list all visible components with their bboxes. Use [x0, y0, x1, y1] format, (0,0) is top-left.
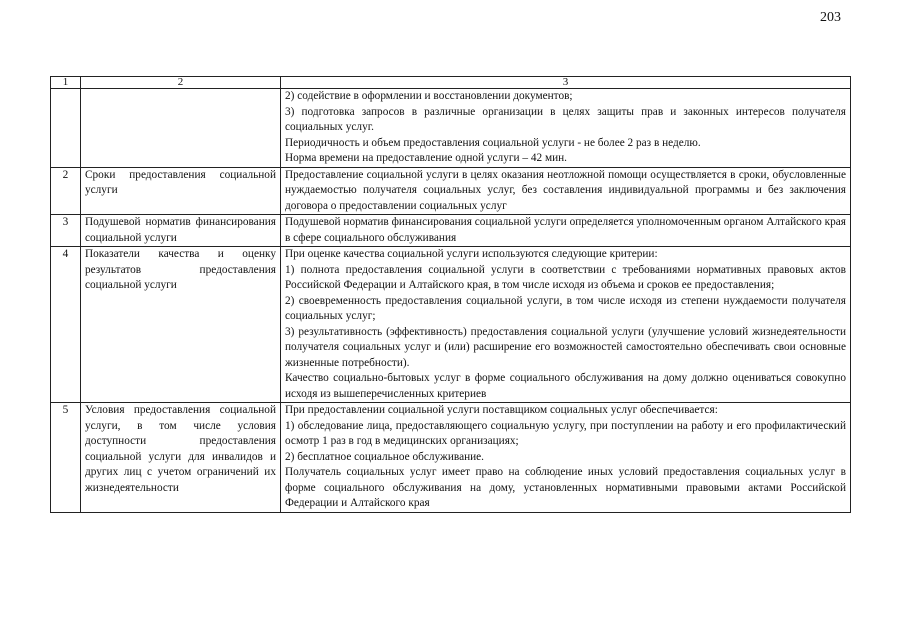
description-line: 2) содействие в оформлении и восстановлении документов; — [285, 90, 573, 102]
row-description — [281, 403, 851, 513]
row-number — [51, 89, 81, 168]
row-title: Подушевой норматив финансирования социальной услуги — [81, 215, 281, 247]
description-line: 1) полнота предоставления социальной услуги в соответствии с требованиями нормативных правовых актов Российской Федерации и Алтайского края, в том числе исходя из объема и сроков ее предоставления; — [285, 263, 846, 291]
page-number: 203 — [820, 10, 841, 25]
description-line: Качество социально-бытовых услуг в форме социального обслуживания на дому должно оцениваться совокупно исходя из вышеперечисленных критериев — [285, 372, 846, 400]
row-description — [281, 215, 851, 247]
description-line: 2) бесплатное социальное обслуживание. — [285, 450, 485, 463]
row-number: 2 — [51, 167, 81, 215]
services-table — [50, 76, 851, 513]
description-line: 3) результативность (эффективность) предоставления социальной услуги (улучшение условий жизнедеятельности получателя социальных услуг и (или) расширение его возможностей самостоятельно обеспечивать свои основные жизненные потребности). — [285, 325, 846, 369]
row-title — [81, 89, 281, 168]
description-line: Предоставление социальной услуги в целях оказания неотложной помощи осуществляется в сроки, обусловленные нуждаемостью получателя социальных услуг, без составления индивидуальной программы и без заключения договора о предоставлении социальных услуг — [285, 168, 846, 212]
column-header: 2 — [81, 77, 281, 89]
description-line: Подушевой норматив финансирования социальной услуги определяется уполномоченным органом Алтайского края в сфере социального обслуживания — [285, 216, 846, 244]
table-row — [51, 215, 851, 247]
row-number: 5 — [51, 403, 81, 513]
description-line: Периодичность и объем предоставления социальной услуги - не более 2 раз в неделю. — [285, 136, 701, 149]
description-line: 2) своевременность предоставления социальной услуги, в том числе исходя из степени нуждаемости получателя социальных услуг; — [285, 294, 846, 322]
column-header: 3 — [281, 77, 851, 89]
table-row — [51, 403, 851, 513]
description-line: Получатель социальных услуг имеет право на соблюдение иных условий предоставления социальных услуг в форме социального обслуживания на дому, установленных нормативными правовыми актами Российской Федерации и Алтайского края — [285, 466, 846, 509]
row-title: Условия предоставления социальной услуги, в том числе условия доступности предоставления социальной услуги для инвалидов и других лиц с учетом ограничений их жизнедеятельности — [81, 403, 281, 513]
description-line: 1) обследование лица, предоставляющего социальную услугу, при поступлении на работу и его профилактический осмотр 1 раз в год в медицинских организациях; — [285, 419, 846, 447]
row-number: 4 — [51, 247, 81, 403]
row-title: Показатели качества и оценку результатов предоставления социальной услуги — [81, 247, 281, 403]
description-line: При оценке качества социальной услуги используются следующие критерии: — [285, 248, 658, 260]
row-description — [281, 167, 851, 215]
table-row — [51, 247, 851, 403]
column-header: 1 — [51, 77, 81, 89]
description-line: 3) подготовка запросов в различные организации в целях защиты прав и законных интересов получателя социальных услуг. — [285, 105, 846, 133]
row-title: Сроки предоставления социальной услуги — [81, 167, 281, 215]
row-description — [281, 247, 851, 403]
table-header-row — [51, 77, 851, 89]
table-row — [51, 89, 851, 168]
row-number: 3 — [51, 215, 81, 247]
description-line: Норма времени на предоставление одной услуги – 42 мин. — [285, 152, 568, 164]
row-description — [281, 89, 851, 168]
table-row — [51, 167, 851, 215]
description-line: При предоставлении социальной услуги поставщиком социальных услуг обеспечивается: — [285, 404, 718, 416]
